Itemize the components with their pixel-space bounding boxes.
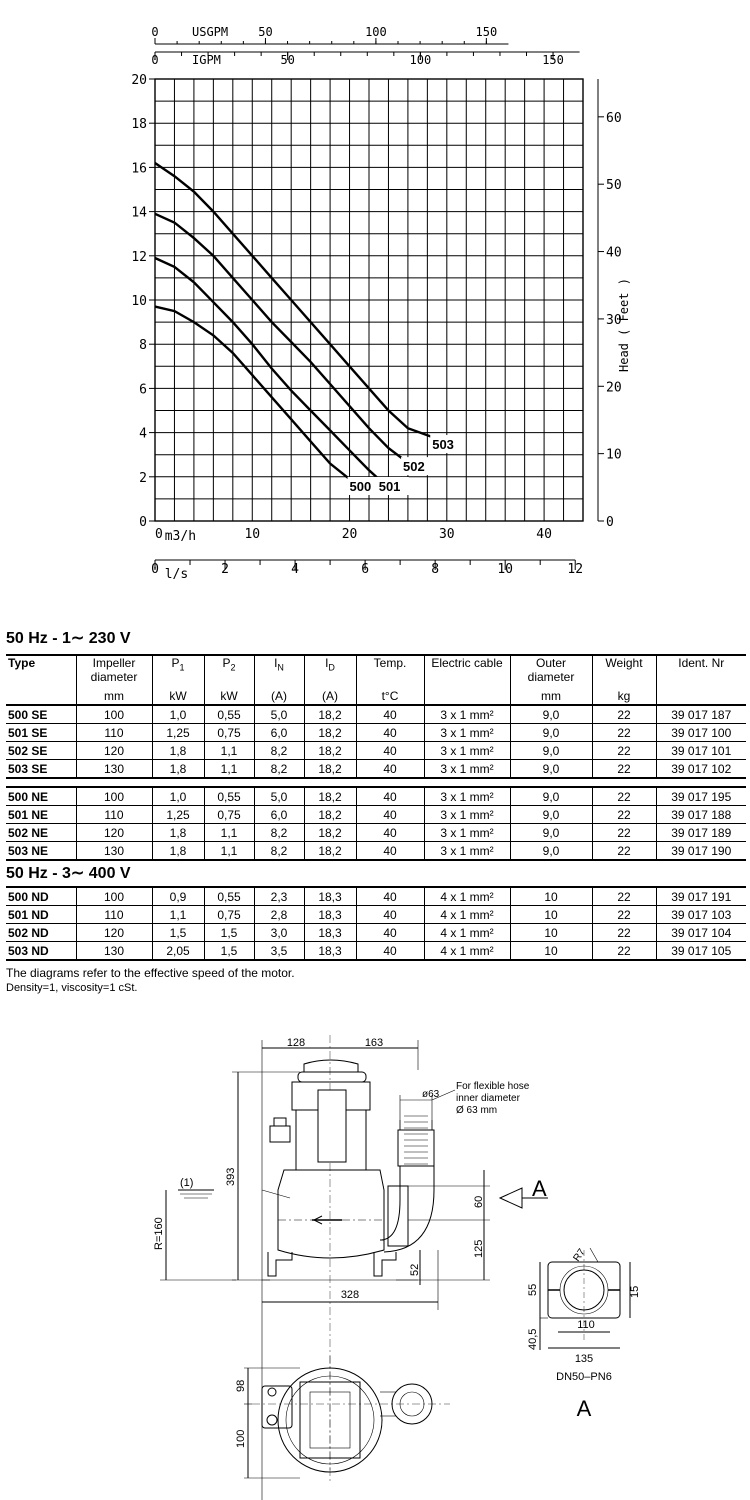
table-row (6, 906, 746, 924)
table-cell: 18,2 (304, 760, 356, 779)
table-cell: 1,5 (152, 924, 204, 942)
table-cell: 18,2 (304, 742, 356, 760)
table-cell: 100 (76, 787, 152, 806)
table-cell: 3,5 (254, 942, 304, 961)
table-cell: 10 (510, 887, 592, 906)
dim-128: 128 (286, 1037, 306, 1049)
table-cell: 1,1 (152, 906, 204, 924)
y-right-tick-label: 50 (606, 178, 622, 194)
table-row (6, 760, 746, 779)
table-cell: 0,55 (204, 787, 254, 806)
unit-type (6, 689, 76, 704)
dim-163: 163 (364, 1037, 384, 1049)
table-cell: 4 x 1 mm² (424, 887, 510, 906)
y-right-tick-label: 60 (606, 110, 622, 126)
table-cell: 501 ND (6, 906, 76, 924)
section-title-3phase: 50 Hz - 3∼ 400 V (6, 865, 131, 882)
chart-grid (155, 79, 583, 521)
table-cell: 0,75 (204, 906, 254, 924)
table-cell: 10 (510, 942, 592, 961)
table-cell: 3 x 1 mm² (424, 824, 510, 842)
table-cell: 130 (76, 842, 152, 861)
usgpm-tick-label: 100 (365, 25, 387, 39)
table-cell: 18,2 (304, 806, 356, 824)
table-cell: 39 017 195 (656, 787, 746, 806)
curve-502 (155, 214, 403, 459)
table-cell: 2,05 (152, 942, 204, 961)
hose-note-1: For flexible hose (456, 1081, 530, 1092)
header-type: Type (6, 655, 76, 689)
table-cell: 39 017 188 (656, 806, 746, 824)
table-cell: 8,2 (254, 742, 304, 760)
table-cell: 2,8 (254, 906, 304, 924)
header-p1: $P_1$ (152, 655, 204, 689)
table-cell: 22 (592, 787, 656, 806)
table-cell: 22 (592, 760, 656, 779)
table-cell: 1,0 (152, 787, 204, 806)
table-cell: 502 SE (6, 742, 76, 760)
unit-in: (A) (254, 689, 304, 704)
ls-tick-label: 10 (497, 562, 514, 577)
header-weight: Weight (592, 655, 656, 689)
table-cell: 130 (76, 760, 152, 779)
table-cell: 0,55 (204, 887, 254, 906)
dim-125: 125 (473, 1239, 485, 1258)
x-tick-label: 10 (244, 527, 261, 542)
table-row (6, 787, 746, 806)
section-title-1phase: 50 Hz - 1∼ 230 V (6, 630, 131, 647)
note-diagram: The diagrams refer to the effective speed of the motor. (6, 966, 295, 980)
y-tick-label: 0 (139, 515, 147, 530)
y-right-tick-label: 40 (606, 245, 622, 261)
usgpm-tick-label: 50 (258, 25, 273, 39)
note-density: Density=1, viscosity=1 cSt. (6, 982, 138, 994)
table-cell: 1,8 (152, 842, 204, 861)
table-cell: 18,3 (304, 942, 356, 961)
hose-note-3: Ø 63 mm (456, 1105, 498, 1116)
table-cell: 39 017 191 (656, 887, 746, 906)
table-cell: 1,1 (204, 824, 254, 842)
table-cell: 0,9 (152, 887, 204, 906)
table-cell: 1,5 (204, 942, 254, 961)
table-cell: 1,1 (204, 742, 254, 760)
unit-weight: kg (592, 689, 656, 704)
igpm-tick-label: 0 (151, 53, 159, 67)
table-cell: 3 x 1 mm² (424, 705, 510, 724)
table-cell: 18,2 (304, 824, 356, 842)
table-cell: 110 (76, 906, 152, 924)
table-cell: 40 (356, 924, 424, 942)
table-cell: 100 (76, 887, 152, 906)
table-cell: 3 x 1 mm² (424, 842, 510, 861)
performance-chart (0, 0, 750, 600)
table-cell: 503 ND (6, 942, 76, 961)
table-cell: 5,0 (254, 705, 304, 724)
table-cell: 3 x 1 mm² (424, 760, 510, 779)
table-cell: 39 017 189 (656, 824, 746, 842)
dim-52: 52 (409, 1263, 421, 1276)
table-cell: 22 (592, 924, 656, 942)
table-cell: 22 (592, 806, 656, 824)
table-cell: 1,25 (152, 806, 204, 824)
view-a-label: A (532, 1176, 547, 1201)
y-tick-label: 10 (131, 294, 147, 309)
table-cell: 40 (356, 742, 424, 760)
table-cell: 501 SE (6, 724, 76, 742)
table-cell: 500 SE (6, 705, 76, 724)
table-cell: 40 (356, 942, 424, 961)
header-in: $I_N$ (254, 655, 304, 689)
table-cell: 39 017 187 (656, 705, 746, 724)
x-tick-label: 30 (438, 527, 455, 542)
table-cell: 9,0 (510, 787, 592, 806)
dimension-drawing (0, 1000, 750, 1500)
x-tick-label: 40 (536, 527, 552, 542)
table-cell: 502 NE (6, 824, 76, 842)
table-cell: 110 (76, 724, 152, 742)
unit-p1: kW (152, 689, 204, 704)
view-a-label-2: A (576, 1396, 592, 1421)
unit-ident (656, 689, 746, 704)
table-cell: 39 017 104 (656, 924, 746, 942)
table-cell: 5,0 (254, 787, 304, 806)
y-right-axis-label: Head ( Feet ) (617, 278, 631, 372)
table-cell: 1,8 (152, 760, 204, 779)
table-row (6, 806, 746, 824)
table-cell: 120 (76, 742, 152, 760)
dim-63: ø63 (422, 1089, 440, 1100)
curve-label-500: 500 (349, 479, 372, 495)
y-tick-label: 20 (131, 73, 147, 88)
usgpm-tick-label: 150 (475, 25, 498, 39)
curve-501 (155, 258, 379, 479)
table-cell: 120 (76, 824, 152, 842)
dim-98: 98 (235, 1379, 247, 1392)
unit-cable (424, 689, 510, 704)
table-cell: 503 NE (6, 842, 76, 861)
table-cell: 130 (76, 942, 152, 961)
dim-60: 60 (473, 1195, 485, 1208)
spec-table-header (6, 654, 746, 704)
table-cell: 18,3 (304, 906, 356, 924)
table-cell: 502 ND (6, 924, 76, 942)
table-cell: 2,3 (254, 887, 304, 906)
curve-label-502: 502 (403, 459, 425, 475)
table-cell: 3,0 (254, 924, 304, 942)
table-cell: 39 017 190 (656, 842, 746, 861)
y-right-tick-label: 30 (606, 312, 622, 328)
table-cell: 18,2 (304, 705, 356, 724)
table-cell: 100 (76, 705, 152, 724)
table-cell: 22 (592, 842, 656, 861)
table-cell: 22 (592, 906, 656, 924)
y-tick-label: 18 (131, 117, 147, 133)
header-id: $I_D$ (304, 655, 356, 689)
table-cell: 1,5 (204, 924, 254, 942)
curve-label-503: 503 (432, 437, 454, 453)
table-cell: 22 (592, 705, 656, 724)
unit-impeller: mm (76, 689, 152, 704)
unit-p2: kW (204, 689, 254, 704)
table-cell: 40 (356, 806, 424, 824)
table-row (6, 724, 746, 742)
ls-tick-label: 12 (567, 562, 584, 577)
y-tick-label: 14 (131, 205, 147, 221)
table-cell: 9,0 (510, 824, 592, 842)
table-row (6, 842, 746, 861)
table-cell: 500 NE (6, 787, 76, 806)
table-cell: 0,55 (204, 705, 254, 724)
table-cell: 8,2 (254, 760, 304, 779)
table-cell: 40 (356, 760, 424, 779)
table-row (6, 824, 746, 842)
dim-15: 15 (629, 1285, 641, 1298)
table-cell: 9,0 (510, 705, 592, 724)
x-tick-label: 0 (155, 527, 163, 542)
table-cell: 40 (356, 887, 424, 906)
x-axis-label: m3/h (164, 529, 197, 544)
table-cell: 40 (356, 787, 424, 806)
table-cell: 1,0 (152, 705, 204, 724)
y-tick-label: 4 (139, 426, 147, 442)
table-cell: 9,0 (510, 842, 592, 861)
y-tick-label: 12 (131, 249, 147, 265)
table-cell: 22 (592, 724, 656, 742)
igpm-axis-label: IGPM (192, 53, 221, 67)
ls-tick-label: 8 (431, 562, 440, 577)
table-cell: 40 (356, 824, 424, 842)
table-cell: 22 (592, 742, 656, 760)
table-cell: 39 017 103 (656, 906, 746, 924)
x-tick-label: 20 (341, 527, 358, 542)
table-cell: 120 (76, 924, 152, 942)
header-ident: Ident. Nr (656, 655, 746, 689)
dim-r7: R7 (571, 1246, 588, 1264)
header-temp: Temp. (356, 655, 424, 689)
table-cell: 3 x 1 mm² (424, 742, 510, 760)
chart-curves (155, 163, 432, 479)
y-tick-label: 6 (139, 382, 147, 398)
table-cell: 18,2 (304, 787, 356, 806)
ls-tick-label: 6 (361, 562, 370, 577)
table-row (6, 742, 746, 760)
table-cell: 40 (356, 705, 424, 724)
table-cell: 40 (356, 906, 424, 924)
table-cell: 1,8 (152, 742, 204, 760)
table-cell: 9,0 (510, 724, 592, 742)
table-cell: 0,75 (204, 806, 254, 824)
header-p2: $P_2$ (204, 655, 254, 689)
hose-note-2: inner diameter (456, 1093, 520, 1104)
label-1: (1) (180, 1177, 194, 1189)
spec-table-se (6, 704, 746, 779)
table-cell: 39 017 105 (656, 942, 746, 961)
table-cell: 9,0 (510, 742, 592, 760)
header-impeller: Impeller diameter (76, 655, 152, 689)
flange-label: DN50–PN6 (556, 1371, 612, 1383)
igpm-tick-label: 100 (409, 53, 432, 67)
table-cell: 18,2 (304, 842, 356, 861)
ls-tick-label: 2 (221, 562, 229, 577)
ls-axis-label: l/s (164, 567, 189, 582)
table-cell: 0,75 (204, 724, 254, 742)
table-row (6, 705, 746, 724)
table-cell: 39 017 101 (656, 742, 746, 760)
ls-tick-label: 0 (151, 562, 159, 577)
spec-table-ne (6, 786, 746, 861)
ls-tick-label: 4 (291, 562, 299, 577)
table-cell: 4 x 1 mm² (424, 906, 510, 924)
table-cell: 10 (510, 906, 592, 924)
table-cell: 40 (356, 842, 424, 861)
table-cell: 501 NE (6, 806, 76, 824)
unit-id: (A) (304, 689, 356, 704)
y-tick-label: 8 (139, 338, 147, 354)
dim-328: 328 (340, 1289, 360, 1301)
dim-110: 110 (577, 1319, 595, 1331)
table-row (6, 924, 746, 942)
table-cell: 8,2 (254, 842, 304, 861)
table-row (6, 887, 746, 906)
table-cell: 39 017 102 (656, 760, 746, 779)
spec-table-nd (6, 886, 746, 961)
table-cell: 18,2 (304, 724, 356, 742)
table-cell: 9,0 (510, 806, 592, 824)
table-cell: 22 (592, 942, 656, 961)
table-cell: 110 (76, 806, 152, 824)
y-right-tick-label: 10 (606, 447, 622, 463)
dim-100: 100 (235, 1429, 247, 1448)
table-cell: 1,8 (152, 824, 204, 842)
table-cell: 22 (592, 887, 656, 906)
table-cell: 18,3 (304, 887, 356, 906)
table-cell: 39 017 100 (656, 724, 746, 742)
table-cell: 1,1 (204, 760, 254, 779)
table-cell: 9,0 (510, 760, 592, 779)
table-cell: 10 (510, 924, 592, 942)
table-cell: 4 x 1 mm² (424, 942, 510, 961)
y-tick-label: 2 (139, 470, 147, 486)
table-cell: 18,3 (304, 924, 356, 942)
table-cell: 8,2 (254, 824, 304, 842)
igpm-tick-label: 50 (280, 53, 295, 67)
unit-temp: t°C (356, 689, 424, 704)
table-cell: 3 x 1 mm² (424, 724, 510, 742)
table-cell: 503 SE (6, 760, 76, 779)
curve-label-501: 501 (378, 479, 401, 495)
y-right-tick-label: 20 (606, 380, 622, 396)
table-row (6, 942, 746, 961)
y-right-tick-label: 0 (606, 515, 614, 530)
table-cell: 3 x 1 mm² (424, 806, 510, 824)
dim-55: 55 (527, 1283, 539, 1296)
igpm-tick-label: 150 (542, 53, 564, 67)
table-cell: 22 (592, 824, 656, 842)
table-cell: 3 x 1 mm² (424, 787, 510, 806)
dim-r160: R=160 (153, 1217, 165, 1250)
y-tick-label: 16 (131, 161, 147, 177)
dim-40-5: 40,5 (527, 1328, 539, 1350)
usgpm-tick-label: 0 (151, 25, 159, 39)
table-cell: 6,0 (254, 806, 304, 824)
dim-135: 135 (574, 1353, 594, 1365)
table-cell: 4 x 1 mm² (424, 924, 510, 942)
table-cell: 6,0 (254, 724, 304, 742)
dim-393: 393 (225, 1167, 237, 1186)
unit-outer: mm (510, 689, 592, 704)
header-cable: Electric cable (424, 655, 510, 689)
table-cell: 40 (356, 724, 424, 742)
header-outer: Outer diameter (510, 655, 592, 689)
usgpm-axis-label: USGPM (192, 25, 229, 39)
table-cell: 1,1 (204, 842, 254, 861)
table-cell: 500 ND (6, 887, 76, 906)
table-cell: 1,25 (152, 724, 204, 742)
